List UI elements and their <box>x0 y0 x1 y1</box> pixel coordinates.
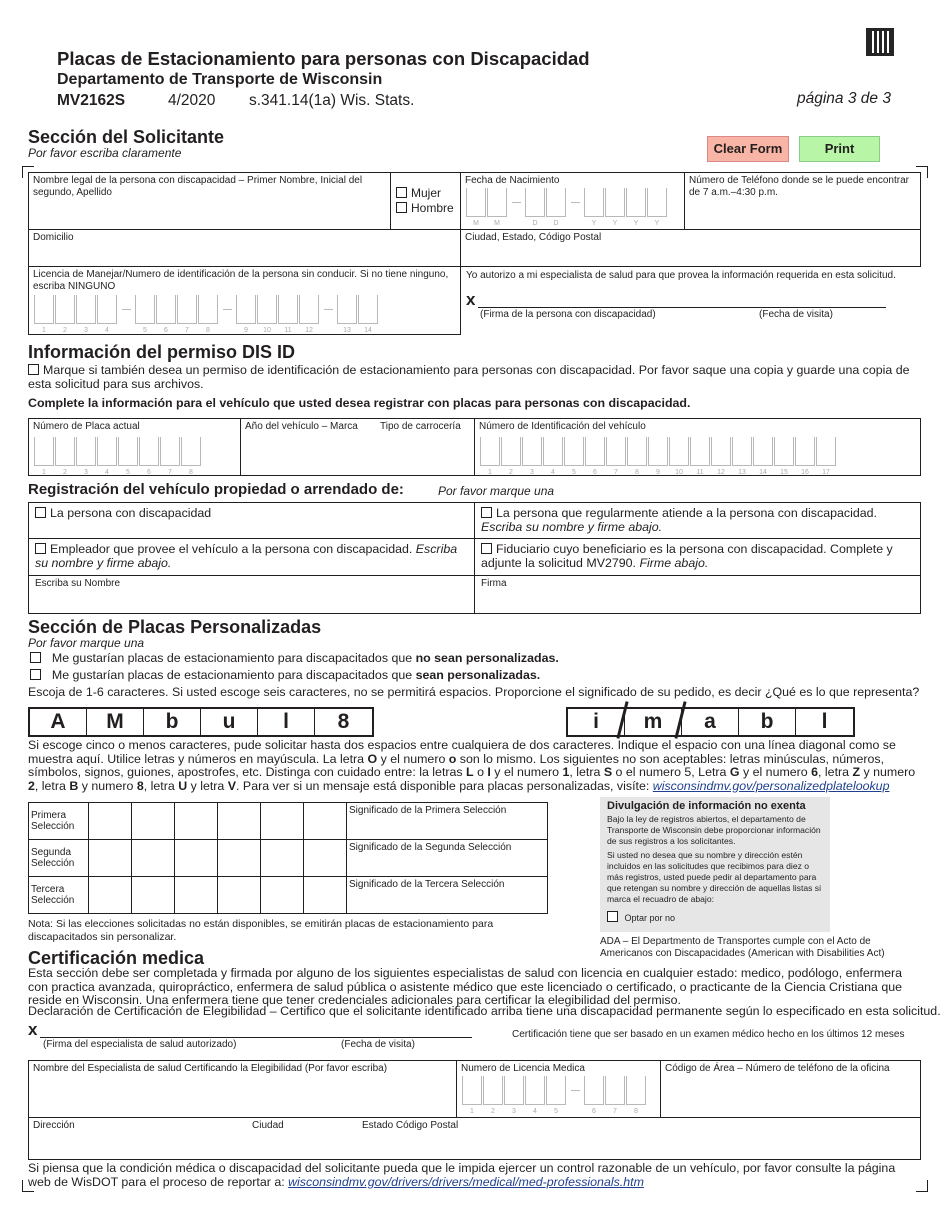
city-field[interactable] <box>460 229 921 267</box>
plate-character: 8 <box>337 710 350 733</box>
specialist-address-field[interactable] <box>28 1117 921 1160</box>
digit-hint: 7 <box>185 327 189 334</box>
female-option[interactable] <box>396 187 441 199</box>
digit-box[interactable] <box>647 188 667 227</box>
digit-hint: 12 <box>305 327 313 334</box>
digit-box[interactable] <box>501 437 521 476</box>
digit-hint: 1 <box>42 469 46 476</box>
reg-option-employer[interactable]: Empleador que provee el vehículo a la persona con discapacidad. Escriba su nombre y firme abajo. <box>28 538 475 576</box>
phone-label: Número de Teléfono donde se le puede encontrar de 7 a.m.–4:30 p.m. <box>689 175 909 198</box>
selection-table <box>28 802 548 914</box>
plate-character: a <box>682 709 739 735</box>
license-label: Licencia de Manejar/Numero de identificación de la persona sin conducir. Si no tiene ninguno, escriba NINGUNO <box>33 269 449 292</box>
checkbox[interactable] <box>35 543 46 554</box>
reg-name-field[interactable] <box>28 575 475 614</box>
dis-check-text[interactable]: Marque si también desea un permiso de identificación de estacionamiento para personas con discapacidad. Por favor saque una copia y guarde una copia de esta solicitud para sus archivos. <box>28 363 910 391</box>
name-field[interactable] <box>28 172 391 230</box>
digit-hint: 11 <box>696 469 704 476</box>
digit-box[interactable] <box>483 1076 503 1115</box>
digit-box[interactable] <box>606 437 626 476</box>
medical-declaration: Declaración de Certificación de Elegibilidad – Certifico que el solicitante identificado arriba tiene una discapacidad permanente según lo especificado en esta solicitud. <box>28 1004 941 1018</box>
digit-box[interactable] <box>795 437 815 476</box>
digit-hint: 2 <box>509 469 513 476</box>
digit-box[interactable] <box>525 188 545 227</box>
digit-box[interactable] <box>522 437 542 476</box>
digit-box[interactable] <box>546 1076 566 1115</box>
digit-box[interactable] <box>487 188 507 227</box>
checkbox[interactable] <box>481 543 492 554</box>
digit-box[interactable] <box>605 188 625 227</box>
vin-field[interactable] <box>474 418 921 476</box>
selection-row-3[interactable] <box>29 877 548 914</box>
digit-box[interactable] <box>156 295 176 334</box>
digit-hint: D <box>532 220 538 227</box>
meaning-3[interactable]: Significado de la Tercera Selección <box>347 877 548 914</box>
year-label: Año del vehículo – Marca <box>245 421 358 432</box>
digit-hint: 6 <box>593 469 597 476</box>
digit-box[interactable] <box>257 295 277 334</box>
dis-instruction: Complete la información para el vehículo que usted desea registrar con placas para personas con discapacidad. <box>28 396 691 410</box>
digit-box[interactable] <box>753 437 773 476</box>
plate-character: b <box>739 709 796 735</box>
phone-field[interactable] <box>684 172 921 230</box>
digit-hint: 3 <box>84 469 88 476</box>
address-field[interactable] <box>28 229 461 267</box>
reg-signature-label: Firma <box>481 578 507 589</box>
digit-hint: Y <box>633 220 639 227</box>
row-label: Segunda Selección <box>29 840 89 877</box>
digit-hint: 4 <box>533 1108 537 1115</box>
digit-hint: 12 <box>717 469 725 476</box>
license-field[interactable] <box>28 266 461 335</box>
signature-x: x <box>466 290 476 309</box>
digit-box[interactable] <box>669 437 689 476</box>
checkbox[interactable] <box>396 187 407 198</box>
digit-box[interactable] <box>160 437 180 476</box>
digit-hint: 16 <box>801 469 809 476</box>
plate-option-not-personalized[interactable]: Me gustarían placas de estacionamiento para discapacitados que no sean personalizadas. <box>30 652 559 666</box>
meaning-1[interactable]: Significado de la Primera Selección <box>347 803 548 840</box>
digit-hint: 15 <box>780 469 788 476</box>
digit-box[interactable] <box>466 188 486 227</box>
digit-hint: 14 <box>759 469 767 476</box>
reg-option-caregiver[interactable]: La persona que regularmente atiende a la persona con discapacidad. Escriba su nombre y firme abajo. <box>474 502 921 539</box>
plate-option-personalized[interactable]: Me gustarían placas de estacionamiento para discapacitados que sean personalizadas. <box>30 669 540 683</box>
name-label: Nombre legal de la persona con discapacidad – Primer Nombre, Inicial del segundo, Apellido <box>33 175 363 198</box>
medical-license-label: Numero de Licencia Medica <box>461 1063 585 1074</box>
selection-row-2[interactable] <box>29 840 548 877</box>
medical-license-field[interactable] <box>456 1060 661 1118</box>
digit-box[interactable] <box>34 295 54 334</box>
digit-hint: 1 <box>470 1108 474 1115</box>
digit-hint: 5 <box>143 327 147 334</box>
digit-box[interactable] <box>626 188 646 227</box>
statute: s.341.14(1a) Wis. Stats. <box>249 92 415 109</box>
digit-hint: 2 <box>63 469 67 476</box>
checkbox[interactable] <box>30 669 41 680</box>
plate-instructions: Escoja de 1-6 caracteres. Si usted escoge seis caracteres, no se permitirá espacios. Proporcione el significado de su pedido, es decir ¿Qué es lo que representa? <box>28 685 920 699</box>
digit-hint: 3 <box>84 327 88 334</box>
digit-hint: 14 <box>364 327 372 334</box>
separator <box>122 309 131 310</box>
digit-box[interactable] <box>177 295 197 334</box>
digit-hint: 11 <box>284 327 292 334</box>
example-plate-six <box>28 707 374 737</box>
digit-box[interactable] <box>76 437 96 476</box>
certification-note: Certificación tiene que ser basado en un examen médico hecho en los últimos 12 meses <box>512 1029 905 1040</box>
digit-box[interactable] <box>181 437 201 476</box>
plate-character: u <box>201 709 258 735</box>
digit-box[interactable] <box>584 188 604 227</box>
digit-box[interactable] <box>299 295 319 334</box>
digit-box[interactable] <box>337 295 357 334</box>
reg-name-label: Escriba su Nombre <box>35 578 121 589</box>
plate-character: l <box>821 710 828 733</box>
separator <box>512 202 521 203</box>
specialist-name-label: Nombre del Especialista de salud Certificando la Elegibilidad (Por favor escriba) <box>33 1063 388 1074</box>
reg-option-person[interactable]: La persona con discapacidad <box>28 502 475 539</box>
office-phone-label: Código de Área – Número de teléfono de la oficina <box>665 1063 890 1074</box>
digit-box[interactable] <box>76 295 96 334</box>
male-option[interactable] <box>396 202 454 214</box>
dob-label: Fecha de Nacimiento <box>465 175 560 186</box>
digit-box[interactable] <box>605 1076 625 1115</box>
digit-box[interactable] <box>816 437 836 476</box>
digit-hint: Y <box>591 220 597 227</box>
digit-hint: 6 <box>147 469 151 476</box>
plate-character: i <box>568 709 625 735</box>
medical-signature-line[interactable] <box>40 1037 472 1038</box>
selection-row-1[interactable] <box>29 803 548 840</box>
digit-box[interactable] <box>732 437 752 476</box>
address-label: Domicilio <box>33 232 74 243</box>
registration-subtitle: Por favor marque una <box>438 484 555 498</box>
digit-hint: 1 <box>42 327 46 334</box>
digit-hint: 8 <box>206 327 210 334</box>
authorize-text: Yo autorizo a mi especialista de salud para que provea la información requerida en esta solicitud. <box>466 270 896 281</box>
reg-option-fiduciary[interactable]: Fiduciario cuyo beneficiario es la persona con discapacidad. Complete y adjunte la solicitud MV2790. Firme abajo. <box>474 538 921 576</box>
checkbox[interactable] <box>28 364 39 375</box>
digit-hint: 9 <box>244 327 248 334</box>
digit-box[interactable] <box>97 437 117 476</box>
row-label: Tercera Selección <box>29 877 89 914</box>
digit-box[interactable] <box>135 295 155 334</box>
digit-hint: 6 <box>164 327 168 334</box>
digit-hint: 5 <box>126 469 130 476</box>
digit-box[interactable] <box>34 437 54 476</box>
digit-hint: 8 <box>189 469 193 476</box>
checkbox[interactable] <box>396 202 407 213</box>
plate-character: b <box>144 709 201 735</box>
medical-signature-x: x <box>28 1020 38 1039</box>
digit-hint: 1 <box>488 469 492 476</box>
digit-box[interactable] <box>564 437 584 476</box>
digit-hint: M <box>473 220 479 227</box>
digit-hint: 4 <box>105 327 109 334</box>
print-button[interactable]: Print <box>799 136 880 162</box>
city-label: Ciudad, Estado, Código Postal <box>465 232 602 243</box>
plates-section-title: Sección de Placas Personalizadas <box>28 617 322 637</box>
disclosure-box <box>600 797 830 932</box>
disclosure-text-1: Bajo la ley de registros abiertos, el departamento de Transporte de Wisconsin debe proporcionar información de sus registros a los solicitantes. <box>607 814 821 846</box>
digit-hint: 4 <box>105 469 109 476</box>
medical-section-title: Certificación medica <box>28 948 205 968</box>
digit-box[interactable] <box>585 437 605 476</box>
digit-hint: 9 <box>656 469 660 476</box>
checkbox[interactable] <box>607 911 618 922</box>
digit-hint: 10 <box>263 327 271 334</box>
digit-box[interactable] <box>55 295 75 334</box>
digit-hint: 3 <box>512 1108 516 1115</box>
department-name: Departamento de Transporte de Wisconsin <box>57 71 383 88</box>
signature-label: (Firma de la persona con discapacidad) <box>480 309 656 320</box>
medical-signature-label: (Firma del especialista de salud autorizado) <box>43 1039 237 1050</box>
form-title: Placas de Estacionamiento para personas con Discapacidad <box>57 48 590 69</box>
vin-label: Número de Identificación del vehículo <box>479 421 646 432</box>
digit-box[interactable] <box>97 295 117 334</box>
sex-field <box>390 172 461 230</box>
digit-hint: 8 <box>634 1108 638 1115</box>
male-label: Hombre <box>411 201 454 215</box>
digit-box[interactable] <box>543 437 563 476</box>
registration-title: Registración del vehículo propiedad o arrendado de: <box>28 481 404 498</box>
dob-field[interactable] <box>460 172 685 230</box>
disclosure-title: Divulgación de información no exenta <box>607 800 806 812</box>
digit-hint: 4 <box>551 469 555 476</box>
medical-visit-label: (Fecha de visita) <box>341 1039 415 1050</box>
ada-statement: ADA – El Departmento de Transportes cumple con el Acto de Americanos con Discapacidades (American with Disabilities Act) <box>600 936 885 959</box>
city-label: Ciudad <box>252 1120 284 1131</box>
office-phone-field[interactable] <box>660 1060 921 1118</box>
digit-hint: 2 <box>491 1108 495 1115</box>
digit-hint: 5 <box>572 469 576 476</box>
checkbox[interactable] <box>35 507 46 518</box>
crop-mark <box>916 1180 928 1192</box>
digit-hint: 6 <box>592 1108 596 1115</box>
page-number: página 3 de 3 <box>797 90 891 107</box>
applicant-subtitle: Por favor escriba claramente <box>28 146 182 160</box>
plate-lookup-link[interactable]: wisconsindmv.gov/personalizedplatelookup <box>652 778 890 793</box>
plate-character: m <box>625 709 682 735</box>
qr-code <box>866 28 894 56</box>
medical-description: Esta sección debe ser completada y firmada por alguno de los siguientes especialistas de salud con licencia en cualquier estado: medico, podólogo, enfermera con practica avanzada, quiropráctico, enfermera de salud pública o asistente médico que este licenciado o certificado, o practicante de la Ciencia Cristiana que reside en Wisconsin. Una enfermera tiene que tener credenciales adicionales para certificar la elegibilidad del permiso. <box>28 966 903 1007</box>
digit-hint: 2 <box>63 327 67 334</box>
visit-date-label: (Fecha de visita) <box>759 309 833 320</box>
digit-hint: 7 <box>168 469 172 476</box>
digit-box[interactable] <box>278 295 298 334</box>
digit-hint: D <box>553 220 559 227</box>
separator <box>223 309 232 310</box>
digit-hint: 13 <box>738 469 746 476</box>
digit-hint: 7 <box>614 469 618 476</box>
body-label: Tipo de carrocería <box>380 421 461 432</box>
digit-box[interactable] <box>198 295 218 334</box>
plates-subtitle: Por favor marque una <box>28 636 145 650</box>
digit-hint: 17 <box>822 469 830 476</box>
separator <box>324 309 333 310</box>
specialist-name-field[interactable] <box>28 1060 457 1118</box>
digit-hint: M <box>494 220 500 227</box>
crop-mark <box>22 1180 34 1192</box>
med-professionals-link[interactable]: wisconsindmv.gov/drivers/drivers/medical/med-professionals.htm <box>288 1174 644 1189</box>
plate-character: l <box>258 709 315 735</box>
plate-rules: Si escoge cinco o menos caracteres, pude solicitar hasta dos espacios entre cualquiera de dos caracteres. Indique el espacio con una línea diagonal como se muestra aquí. Utilice letras y números en mayúscula. La letra O y el numero o son lo mismo. Los siguientes no son aceptables: letras minúsculas, números, símbolos, signos, guiones, apostrofes, etc. Distinga con cuidado entre: la letras L o I y el numero 1, letra S o el numero 5, Letra G y el numero 6, letra Z y numero 2, letra B y numero 8, letra U y letra V. Para ver si un mensaje está disponible para placas personalizadas, visíte: wisconsindmv.gov/personalizedplatelookup <box>28 738 916 793</box>
address-label: Dirección <box>33 1120 75 1131</box>
opt-out-option[interactable]: Optar por no <box>607 911 823 923</box>
digit-box[interactable] <box>627 437 647 476</box>
plate-character: M <box>87 709 144 735</box>
digit-box[interactable] <box>480 437 500 476</box>
digit-box[interactable] <box>118 437 138 476</box>
checkbox[interactable] <box>481 507 492 518</box>
dob-digits[interactable] <box>466 188 668 227</box>
checkbox[interactable] <box>30 652 41 663</box>
digit-box[interactable] <box>546 188 566 227</box>
separator <box>571 202 580 203</box>
digit-box[interactable] <box>139 437 159 476</box>
vehicle-year-field[interactable] <box>240 418 475 476</box>
digit-box[interactable] <box>626 1076 646 1115</box>
meaning-2[interactable]: Significado de la Segunda Selección <box>347 840 548 877</box>
digit-hint: 8 <box>635 469 639 476</box>
digit-box[interactable] <box>690 437 710 476</box>
row-label: Primera Selección <box>29 803 89 840</box>
disclosure-text-2: Si usted no desea que su nombre y dirección estén incluidos en las solicitudes que recibimos para diez o más registros, usted puede pedir al departamento para que retengan su nombre y dirección de aquellas listas si marca el recuadro de abajo: <box>607 850 822 904</box>
digit-hint: 10 <box>675 469 683 476</box>
signature-line[interactable] <box>478 307 886 308</box>
digit-box[interactable] <box>504 1076 524 1115</box>
footer-note: Si piensa que la condición médica o discapacidad del solicitante pueda que le impida ejercer un control razonable de un vehículo, por favor consulte la página web de WisDOT para el proceso de reportar a: wisconsindmv.gov/drivers/drivers/medical/med-professionals.htm <box>28 1161 896 1189</box>
digit-box[interactable] <box>774 437 794 476</box>
digit-box[interactable] <box>711 437 731 476</box>
form-date: 4/2020 <box>168 92 216 109</box>
plate-digits[interactable] <box>34 437 202 476</box>
digit-box[interactable] <box>236 295 256 334</box>
digit-box[interactable] <box>525 1076 545 1115</box>
plate-note: Nota: Si las elecciones solicitadas no están disponibles, se emitirán placas de estacionamiento para discapacitados sin personalizar. <box>28 918 494 943</box>
vin-digits[interactable] <box>480 437 837 476</box>
applicant-section-title: Sección del Solicitante <box>28 127 225 147</box>
license-digits[interactable] <box>34 295 379 334</box>
female-label: Mujer <box>411 186 442 200</box>
example-plate-spaced <box>566 707 855 737</box>
form-id: MV2162S <box>57 92 126 109</box>
digit-box[interactable] <box>358 295 378 334</box>
digit-box[interactable] <box>462 1076 482 1115</box>
digit-hint: 5 <box>554 1108 558 1115</box>
dis-section-title: Información del permiso DIS ID <box>28 342 296 362</box>
digit-box[interactable] <box>55 437 75 476</box>
digit-box[interactable] <box>584 1076 604 1115</box>
separator <box>571 1090 580 1091</box>
digit-box[interactable] <box>648 437 668 476</box>
clear-form-button[interactable]: Clear Form <box>707 136 789 162</box>
digit-hint: 13 <box>343 327 351 334</box>
plate-label: Número de Placa actual <box>33 421 140 432</box>
digit-hint: 7 <box>613 1108 617 1115</box>
digit-hint: Y <box>654 220 660 227</box>
reg-signature-field[interactable] <box>474 575 921 614</box>
digit-hint: Y <box>612 220 618 227</box>
digit-hint: 3 <box>530 469 534 476</box>
medical-license-digits[interactable] <box>462 1076 647 1115</box>
plate-field[interactable] <box>28 418 241 476</box>
state-zip-label: Estado Código Postal <box>362 1120 459 1131</box>
plate-character: A <box>30 709 87 735</box>
